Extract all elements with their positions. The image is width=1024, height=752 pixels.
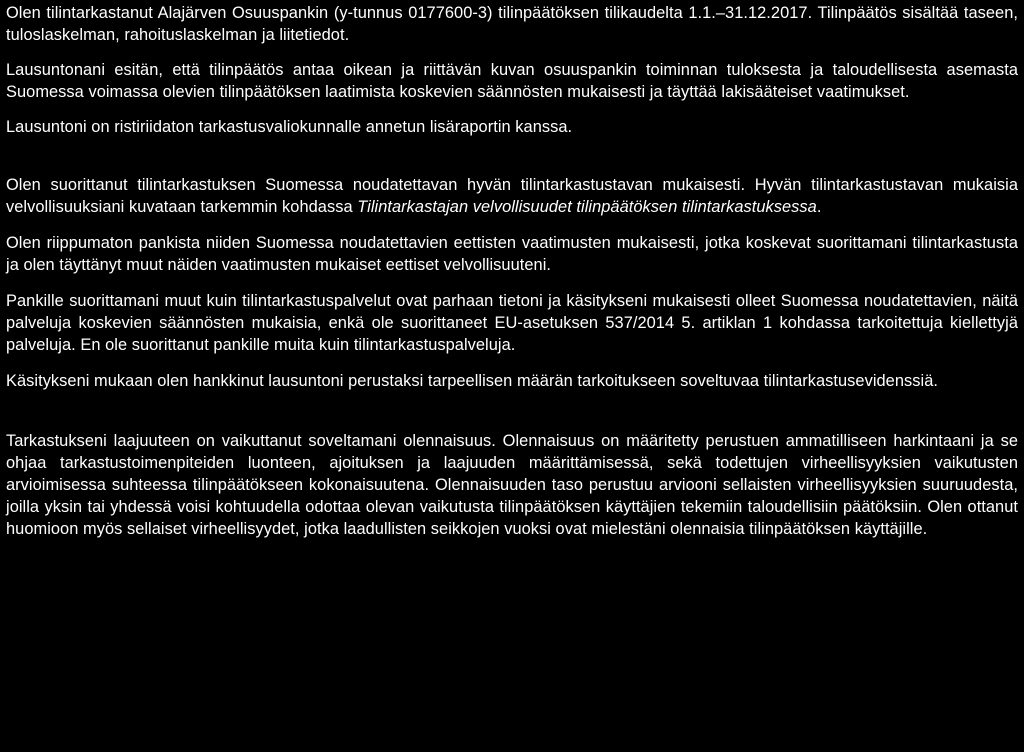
spacer: [6, 46, 1018, 59]
spacer: [6, 218, 1018, 232]
spacer: [6, 138, 1018, 174]
paragraph-opinion: Lausuntonani esitän, että tilinpäätös antaa oikean ja riittävän kuvan osuuspankin toiminnan tuloksesta ja taloudellisesta asemasta Suomessa voimassa olevien tilinpäätöksen laatimista koskevien säännösten mukaisesti ja täyttää lakisääteiset vaatimukset.: [6, 61, 1018, 101]
basis-end: .: [816, 198, 822, 216]
paragraph-basis: [6, 174, 1018, 218]
spacer: [6, 356, 1018, 370]
paragraph-audit-scope: Olen tilintarkastanut Alajärven Osuuspankin (y-tunnus 0177600-3) tilinpäätöksen tilikaudelta 1.1.–31.12.2017. Tilinpäätös sisältää taseen, tuloslaskelman, rahoituslaskelman ja liitetiedot.: [6, 4, 1018, 44]
paragraph-materiality: Tarkastukseni laajuuteen on vaikuttanut soveltamani olennaisuus. Olennaisuus on määritetty perustuen ammatilliseen harkintaani ja se ohjaa tarkastustoimenpiteiden luonteen, ajoituksen ja laajuuden määrittämisessä, sekä todettujen virheellisyyksien vaikutusten arvioimisessa suhteessa tilinpäätökseen kokonaisuutena. Olennaisuuden taso perustuu arviooni sellaisten virheellisyyksien suuruudesta, joilla yksin tai yhdessä voisi kohtuudella odottaa olevan vaikutusta tilinpäätöksen käyttäjien tekemiin taloudellisiin päätöksiin. Olen ottanut huomioon myös sellaiset virheellisyydet, jotka laadullisten seikkojen vuoksi ovat mielestäni olennaisia tilinpäätöksen käyttäjille.: [6, 432, 1018, 538]
spacer: [6, 276, 1018, 290]
basis-text: Olen suorittanut tilintarkastuksen Suomessa noudatettavan hyvän tilintarkastustavan mukaisesti. Hyvän tilintarkastustavan mukaisia velvollisuuksiani kuvataan tarkemmin kohdassa: [6, 176, 1018, 216]
paragraph-independence: Olen riippumaton pankista niiden Suomessa noudatettavien eettisten vaatimusten mukaisesti, jotka koskevat suorittamani tilintarkastusta ja olen täyttänyt muut näiden vaatimusten mukaiset eettiset velvollisuuteni.: [6, 234, 1018, 274]
spacer: [6, 392, 1018, 430]
paragraph-consistency: Lausuntoni on ristiriidaton tarkastusvaliokunnalle annetun lisäraportin kanssa.: [6, 118, 573, 136]
spacer: [6, 103, 1018, 116]
basis-italic-reference: Tilintarkastajan velvollisuudet tilinpäätöksen tilintarkastuksessa: [357, 198, 817, 216]
paragraph-non-audit-services: Pankille suorittamani muut kuin tilintarkastuspalvelut ovat parhaan tietoni ja käsitykseni mukaisesti olleet Suomessa noudatettavien, näitä palveluja koskevien säännösten mukaisia, enkä ole suorittaneet EU-asetuksen 537/2014 5. artiklan 1 kohdassa tarkoitettuja kiellettyjä palveluja. En ole suorittanut pankille muita kuin tilintarkastuspalveluja.: [6, 292, 1018, 354]
paragraph-evidence: Käsitykseni mukaan olen hankkinut lausuntoni perustaksi tarpeellisen määrän tarkoitukseen soveltuvaa tilintarkastusevidenssiä.: [6, 372, 938, 390]
